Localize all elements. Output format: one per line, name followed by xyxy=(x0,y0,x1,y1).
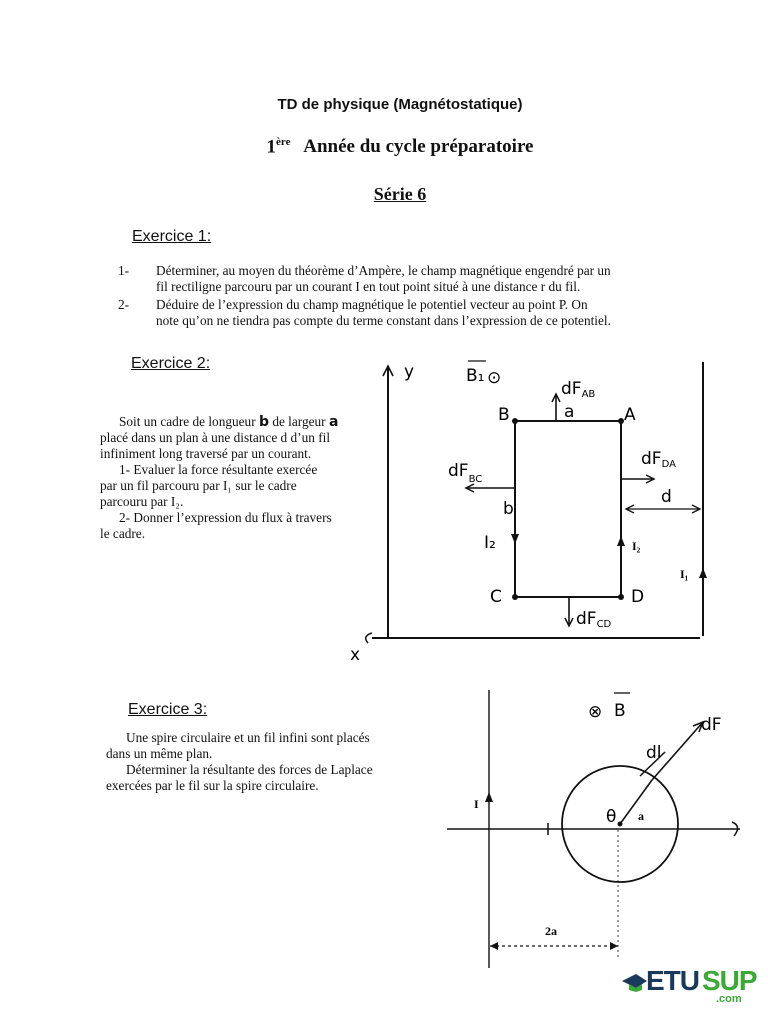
force-CD-subscript: CD xyxy=(596,619,612,630)
item-line2: note qu’on ne tiendra pas compte du terme constant dans l’expression de ce potentiel. xyxy=(156,313,611,328)
exercise3-title: Exercice 3: xyxy=(128,701,208,718)
exercise1-title: Exercice 1: xyxy=(132,228,212,245)
dl-label: dl xyxy=(646,743,662,763)
item-line2: fil rectiligne parcouru par un courant I en tout point situé à une distance r du fil. xyxy=(156,279,581,294)
force-BC-subscript: BC xyxy=(468,474,483,485)
text-line: le cadre. xyxy=(100,526,146,541)
frame-current-hand-label: I₂ xyxy=(484,533,496,553)
field-label: B xyxy=(614,701,626,721)
graduation-cap-icon xyxy=(620,971,648,993)
side-b-label: b xyxy=(503,499,514,519)
text-part: de largeur xyxy=(272,414,326,429)
field-out-icon: ⊙ xyxy=(487,368,502,388)
corner-C-label: C xyxy=(490,587,502,607)
year-superscript: ère xyxy=(276,136,291,148)
text-line: dans un même plan. xyxy=(106,746,213,761)
distance-left-arrow xyxy=(490,942,498,950)
distance-label: 2a xyxy=(545,924,557,938)
distance-right-arrow xyxy=(610,942,618,950)
handwritten-b: b xyxy=(258,414,269,430)
side-a-label: a xyxy=(564,402,575,422)
logo-text-etu: ETU xyxy=(646,965,699,996)
text-line: Déterminer la résultante des forces de Laplace xyxy=(126,762,373,777)
field-in-icon: ⊗ xyxy=(588,702,603,722)
text-line: placé dans un plan à une distance d d’un fil xyxy=(100,430,331,445)
field-label: B₁ xyxy=(466,366,485,386)
handwritten-a: a xyxy=(328,414,339,430)
etusup-logo xyxy=(620,965,760,1009)
force-AB-text: dF xyxy=(561,379,582,399)
item-line1: Déterminer, au moyen du théorème d’Ampère, le champ magnétique engendré par un xyxy=(156,263,611,278)
angle-label: θ xyxy=(606,807,617,827)
series-title: Série 6 xyxy=(373,184,427,204)
logo-text-sup: SUP xyxy=(702,965,757,996)
y-axis-label: y xyxy=(404,362,415,382)
logo-domain: .com xyxy=(716,993,742,1005)
corner-A-label: A xyxy=(624,405,636,425)
corner-B-label: B xyxy=(498,405,510,425)
item-number: 1- xyxy=(118,263,130,278)
frame-current-label: I₂ xyxy=(632,539,641,553)
distance-d-label: d xyxy=(661,487,672,507)
force-CD-text: dF xyxy=(576,609,597,629)
course-title: TD de physique (Magnétostatique) xyxy=(277,96,523,113)
radius-label: a xyxy=(638,809,644,823)
text-line: par un fil parcouru par I₁ sur le cadre xyxy=(100,478,297,493)
text-line: infiniment long traversé par un courant. xyxy=(100,446,312,461)
text-line: Une spire circulaire et un fil infini sont placés xyxy=(126,730,370,745)
text-part: Soit un cadre de longueur xyxy=(119,414,256,429)
force-DA-text: dF xyxy=(641,449,662,469)
x-axis-label: x xyxy=(350,645,361,665)
text-line: 2- Donner l’expression du flux à travers xyxy=(119,510,332,525)
wire-current-label: I₁ xyxy=(680,567,689,581)
text-line: 1- Evaluer la force résultante exercée xyxy=(119,462,318,477)
radius-line xyxy=(620,780,652,824)
item-number: 2- xyxy=(118,297,130,312)
year-text: Année du cycle préparatoire xyxy=(303,136,534,158)
wire-current-arrow xyxy=(485,792,493,802)
item-line1: Déduire de l’expression du champ magnétique le potentiel vecteur au point P. On xyxy=(156,297,588,312)
force-DA-subscript: DA xyxy=(661,459,676,470)
text-line: parcouru par I₂. xyxy=(100,494,184,509)
dF-label: dF xyxy=(701,715,722,735)
year-number: 1 xyxy=(266,136,277,158)
corner-D-label: D xyxy=(631,587,645,607)
exercise2-title: Exercice 2: xyxy=(131,355,211,372)
force-AB-subscript: AB xyxy=(581,389,596,400)
force-BC-text: dF xyxy=(448,461,469,481)
wire-current-label: I xyxy=(474,797,479,811)
text-line: exercées par le fil sur la spire circulaire. xyxy=(106,778,319,793)
